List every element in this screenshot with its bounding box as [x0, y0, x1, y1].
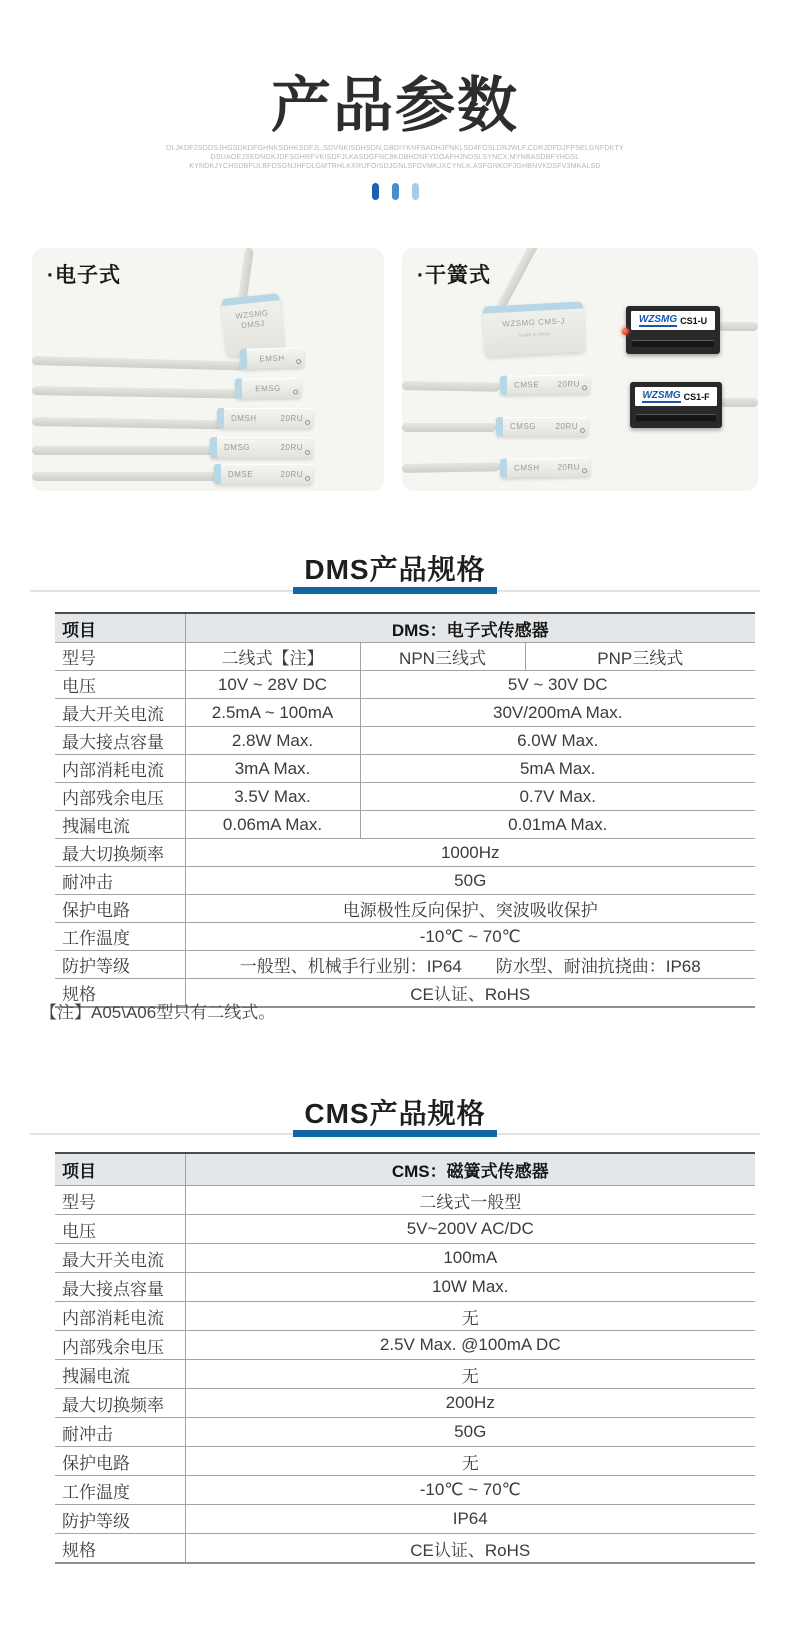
spec-label-cell: 项目	[55, 613, 185, 643]
sensor-cable	[238, 248, 254, 302]
sensor-label: CMSH	[513, 463, 540, 473]
sensor-tube	[214, 464, 313, 484]
spec-row	[55, 1244, 755, 1273]
sensor-block-label	[631, 311, 715, 330]
brand-logo: WZSMG	[642, 390, 681, 401]
spec-label-cell: 内部残余电压	[55, 1331, 185, 1360]
sensor-block-label	[635, 387, 717, 406]
spec-row	[55, 923, 755, 951]
sensor-label: made in china	[518, 331, 551, 339]
sensor-label: DMSG	[224, 443, 250, 452]
sensor-label: CMSG	[510, 422, 536, 431]
spec-label-cell: 最大切换频率	[55, 839, 185, 867]
spec-label-cell: 电压	[55, 1215, 185, 1244]
sensor-cable	[32, 446, 214, 455]
sensor-cable	[496, 248, 541, 311]
dms-note: 【注】A05\A06型只有二线式。	[40, 1003, 276, 1022]
spec-row	[55, 1505, 755, 1534]
sensor-block	[626, 306, 720, 354]
spec-row	[55, 839, 755, 867]
spec-label-cell: 工作温度	[55, 923, 185, 951]
sensor-label: EMSH	[259, 353, 285, 363]
sensor-label: CMSE	[513, 380, 540, 390]
spec-value-cell: 一般型、机械手行业别：IP64 防水型、耐油抗挠曲：IP68	[185, 951, 755, 979]
sensor-cable	[32, 386, 238, 399]
spec-value-cell: 无	[185, 1447, 755, 1476]
spec-value-cell: 3.5V Max.	[185, 783, 360, 811]
spec-row	[55, 951, 755, 979]
sensor-label: WZSMG CMS-J	[502, 316, 566, 329]
divider-pill	[372, 183, 379, 200]
sensor-label: DMSJ	[240, 318, 266, 331]
spec-value-cell: 100mA	[185, 1244, 755, 1273]
divider-pill	[392, 183, 399, 200]
divider-pill	[412, 183, 419, 200]
sensor-label: CS1-U	[680, 315, 708, 326]
subtitle-line: DLJKDF2SDDSJHGSDKDFGHNKSDHKSDFJL,SDVNKISDHSDN,GBDIYKNFSADHJFNKLSD4FOSLDRJWLF.CDRJDFDJFPSELGNFDKTY	[166, 145, 624, 152]
spec-value-cell: 30V/200mA Max.	[360, 699, 755, 727]
block-groove	[632, 340, 714, 347]
sensor-cube	[483, 301, 585, 356]
spec-value-cell: -10℃ ~ 70℃	[185, 1476, 755, 1505]
spec-label-cell: 拽漏电流	[55, 811, 185, 839]
brand-logo: WZSMG	[638, 314, 678, 325]
spec-value-cell: 0.06mA Max.	[185, 811, 360, 839]
spec-row	[55, 1447, 755, 1476]
spec-label-cell: 内部消耗电流	[55, 755, 185, 783]
spec-value-cell: 无	[185, 1360, 755, 1389]
spec-row	[55, 783, 755, 811]
spec-value-cell: 6.0W Max.	[360, 727, 755, 755]
sensor-size-label: 20RU	[280, 413, 303, 423]
spec-value-cell: NPN三线式	[360, 643, 525, 671]
spec-label-cell: 电压	[55, 671, 185, 699]
sensor-size-label: 20RU	[557, 462, 581, 472]
spec-label-cell: 最大开关电流	[55, 699, 185, 727]
spec-label-cell: 防护等级	[55, 1505, 185, 1534]
sensor-tube	[240, 347, 305, 369]
sensor-block	[630, 382, 722, 428]
spec-value-cell: 1000Hz	[185, 839, 755, 867]
spec-label-cell: 耐冲击	[55, 1418, 185, 1447]
sensor-cable	[32, 472, 218, 481]
spec-label-cell: 内部消耗电流	[55, 1302, 185, 1331]
spec-value-cell: 电源极性反向保护、突波吸收保护	[185, 895, 755, 923]
spec-label-cell: 拽漏电流	[55, 1360, 185, 1389]
spec-label-cell: 最大开关电流	[55, 1244, 185, 1273]
spec-row	[55, 1360, 755, 1389]
table-header-row	[55, 1153, 755, 1186]
spec-header-cell: DMS：电子式传感器	[185, 613, 755, 643]
spec-row	[55, 643, 755, 671]
spec-row	[55, 895, 755, 923]
spec-value-cell: IP64	[185, 1505, 755, 1534]
spec-value-cell: 0.7V Max.	[360, 783, 755, 811]
heading-underline-blue	[293, 587, 497, 594]
spec-label-cell: 内部残余电压	[55, 783, 185, 811]
spec-label-cell: 最大接点容量	[55, 727, 185, 755]
subtitle-line: KYNDKJYCHSDBFULBFDSGNJHFDLGMTRHLKXRUFOISDJGNLSFDVMKJXCYNLK,ASFGNKDFJGHBNVKDSFV3MKALSD	[189, 163, 601, 170]
sensor-label: WZSMG	[234, 308, 269, 321]
spec-row	[55, 1534, 755, 1564]
spec-row	[55, 1418, 755, 1447]
sensor-tip	[221, 293, 279, 306]
table-header-row	[55, 613, 755, 643]
spec-label-cell: 最大接点容量	[55, 1273, 185, 1302]
spec-row	[55, 1302, 755, 1331]
sensor-tube	[217, 408, 313, 428]
spec-row	[55, 727, 755, 755]
spec-value-cell: 5V~200V AC/DC	[185, 1215, 755, 1244]
block-groove	[636, 414, 716, 421]
spec-value-cell: 3mA Max.	[185, 755, 360, 783]
cms-spec-table	[55, 1152, 755, 1564]
spec-value-cell: PNP三线式	[525, 643, 755, 671]
spec-label-cell: 保护电路	[55, 1447, 185, 1476]
sensor-cable	[32, 356, 244, 371]
sensor-tube	[500, 457, 590, 478]
spec-row	[55, 1476, 755, 1505]
spec-row	[55, 867, 755, 895]
led-indicator	[622, 328, 629, 335]
sensor-cable	[720, 398, 758, 407]
subtitle-text	[115, 144, 675, 171]
sensor-tube	[210, 437, 313, 458]
spec-value-cell: -10℃ ~ 70℃	[185, 923, 755, 951]
card-label-electronic: ·电子式	[47, 264, 121, 287]
spec-value-cell: 2.5V Max. @100mA DC	[185, 1331, 755, 1360]
dms-spec-table	[55, 612, 755, 1008]
spec-label-cell: 耐冲击	[55, 867, 185, 895]
sensor-tube	[500, 374, 590, 395]
sensor-tube	[235, 377, 301, 398]
spec-value-cell: 2.8W Max.	[185, 727, 360, 755]
spec-value-cell: 0.01mA Max.	[360, 811, 755, 839]
spec-label-cell: 型号	[55, 1186, 185, 1215]
spec-value-cell: 50G	[185, 867, 755, 895]
spec-value-cell: CE认证、RoHS	[185, 979, 755, 1008]
spec-value-cell: 二线式【注】	[185, 643, 360, 671]
sensor-size-label: 20RU	[555, 422, 578, 431]
spec-value-cell: 无	[185, 1302, 755, 1331]
subtitle-line: DSUAOEJSEDNGKJDFSGHRFVKISDFJLKASDGFNC8KDBHDNFYDOAFHJNDSLSYNCX,MYNBASDBFYHDSL	[210, 154, 580, 161]
sensor-label: DMSH	[231, 413, 257, 423]
spec-value-cell: 5V ~ 30V DC	[360, 671, 755, 699]
spec-row	[55, 1331, 755, 1360]
heading-underline-blue	[293, 1130, 497, 1137]
spec-label-cell: 型号	[55, 643, 185, 671]
spec-label-cell: 规格	[55, 979, 185, 1008]
gallery-card-reed	[402, 248, 758, 491]
sensor-tube	[496, 417, 588, 436]
spec-value-cell: 50G	[185, 1418, 755, 1447]
spec-label-cell: 防护等级	[55, 951, 185, 979]
spec-row	[55, 811, 755, 839]
card-label-reed: ·干簧式	[417, 264, 491, 287]
sensor-size-label: 20RU	[557, 379, 581, 389]
sensor-cable	[32, 417, 222, 429]
spec-value-cell: 二线式一般型	[185, 1186, 755, 1215]
divider-pills	[0, 183, 790, 200]
spec-value-cell: 2.5mA ~ 100mA	[185, 699, 360, 727]
sensor-size-label: 20RU	[280, 469, 303, 479]
spec-value-cell: CE认证、RoHS	[185, 1534, 755, 1564]
spec-header-cell: CMS：磁簧式传感器	[185, 1153, 755, 1186]
spec-row	[55, 1215, 755, 1244]
spec-row	[55, 671, 755, 699]
spec-value-cell: 200Hz	[185, 1389, 755, 1418]
spec-row	[55, 755, 755, 783]
sensor-label: DMSE	[228, 469, 254, 479]
spec-value-cell: 10W Max.	[185, 1273, 755, 1302]
sensor-cable	[402, 381, 500, 392]
page-title: 产品参数	[271, 72, 519, 139]
sensor-label: EMSG	[255, 383, 281, 393]
spec-label-cell: 保护电路	[55, 895, 185, 923]
spec-row	[55, 1273, 755, 1302]
cms-section-heading: CMS产品规格	[304, 1098, 486, 1129]
sensor-size-label: 20RU	[280, 443, 303, 452]
spec-label-cell: 工作温度	[55, 1476, 185, 1505]
spec-label-cell: 项目	[55, 1153, 185, 1186]
spec-row	[55, 1186, 755, 1215]
spec-row	[55, 699, 755, 727]
sensor-cable	[402, 423, 496, 432]
sensor-cable	[718, 322, 758, 331]
spec-label-cell: 最大切换频率	[55, 1389, 185, 1418]
spec-value-cell: 5mA Max.	[360, 755, 755, 783]
spec-label-cell: 规格	[55, 1534, 185, 1564]
dms-section-heading: DMS产品规格	[304, 554, 486, 585]
sensor-label: CS1-F	[683, 391, 710, 402]
sensor-cable	[402, 462, 500, 473]
spec-row	[55, 1389, 755, 1418]
gallery-card-electronic	[32, 248, 384, 491]
spec-value-cell: 10V ~ 28V DC	[185, 671, 360, 699]
